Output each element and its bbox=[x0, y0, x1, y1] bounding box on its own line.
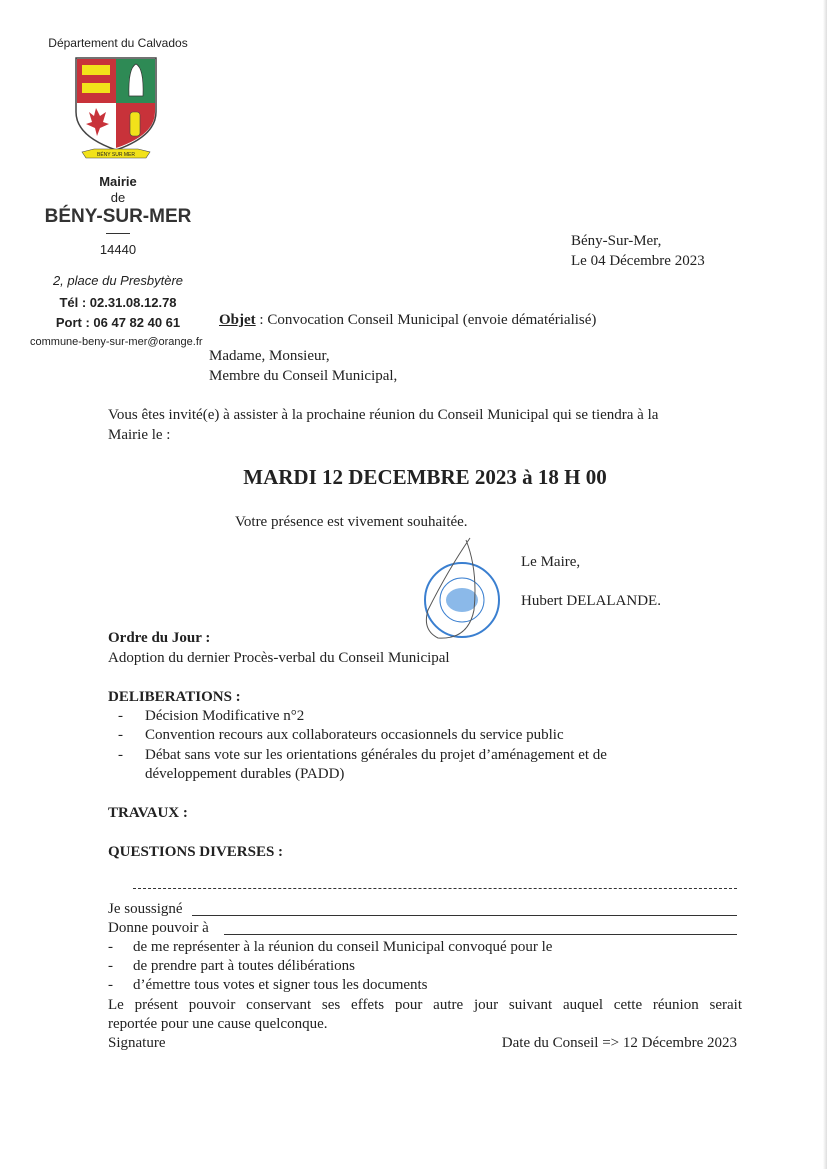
travaux-heading: TRAVAUX : bbox=[108, 805, 188, 821]
cut-line bbox=[133, 888, 737, 889]
scan-edge bbox=[823, 0, 827, 1169]
bullet: - bbox=[108, 939, 113, 955]
subject-label: Objet bbox=[219, 312, 256, 328]
place: Bény-Sur-Mer, bbox=[571, 233, 662, 249]
department-label: Département du Calvados bbox=[48, 36, 188, 50]
council-date: Date du Conseil => 12 Décembre 2023 bbox=[501, 1035, 737, 1051]
crest-motto: BÉNY SUR MER bbox=[97, 152, 135, 158]
bullet: - bbox=[108, 977, 113, 993]
salutation-2: Membre du Conseil Municipal, bbox=[209, 368, 398, 384]
mobile-phone: Port : 06 47 82 40 61 bbox=[55, 315, 181, 330]
deliberations-heading: DELIBERATIONS : bbox=[108, 689, 241, 705]
questions-heading: QUESTIONS DIVERSES : bbox=[108, 844, 284, 860]
agenda-item: Adoption du dernier Procès-verbal du Conseil Municipal bbox=[108, 650, 450, 666]
undersigned-label: Je soussigné bbox=[108, 901, 183, 917]
de-label: de bbox=[110, 190, 126, 205]
subject-text: : Convocation Conseil Municipal (envoie dématérialisé) bbox=[255, 312, 597, 328]
subject-line bbox=[219, 311, 596, 330]
proxy-item: de prendre part à toutes délibérations bbox=[133, 958, 355, 974]
mayor-stamp-signature bbox=[418, 530, 514, 650]
undersigned-field[interactable] bbox=[192, 915, 737, 916]
invitation-1: Vous êtes invité(e) à assister à la prochaine réunion du Conseil Municipal qui se tiendra à la bbox=[108, 407, 659, 423]
bullet: - bbox=[118, 747, 123, 763]
bullet: - bbox=[108, 958, 113, 974]
proxy-clause-1: Le présent pouvoir conservant ses effets pour autre jour suivant auquel cette réunion serait bbox=[108, 997, 742, 1013]
mayor-name: Hubert DELALANDE. bbox=[521, 593, 661, 609]
deliberation-item: Décision Modificative n°2 bbox=[145, 708, 305, 724]
invitation-2: Mairie le : bbox=[108, 427, 171, 443]
deliberation-item-continued: développement durables (PADD) bbox=[145, 766, 345, 782]
salutation-1: Madame, Monsieur, bbox=[209, 348, 330, 364]
deliberation-item: Débat sans vote sur les orientations générales du projet d’aménagement et de bbox=[145, 747, 607, 763]
mayor-title: Le Maire, bbox=[521, 554, 581, 570]
proxy-item: de me représenter à la réunion du conseil Municipal convoqué pour le bbox=[133, 939, 553, 955]
bullet: - bbox=[118, 727, 123, 743]
proxy-name-field[interactable] bbox=[224, 934, 737, 935]
address: 2, place du Presbytère bbox=[52, 273, 184, 288]
signature-label: Signature bbox=[108, 1035, 166, 1051]
postcode: 14440 bbox=[99, 242, 137, 257]
bullet: - bbox=[118, 708, 123, 724]
proxy-item: d’émettre tous votes et signer tous les documents bbox=[133, 977, 428, 993]
letter-date: Le 04 Décembre 2023 bbox=[571, 253, 705, 269]
proxy-clause-2: reportée pour une cause quelconque. bbox=[108, 1016, 328, 1032]
presence-note: Votre présence est vivement souhaitée. bbox=[235, 514, 468, 530]
town-crest-logo bbox=[74, 56, 158, 162]
telephone: Tél : 02.31.08.12.78 bbox=[59, 295, 177, 310]
deliberation-item: Convention recours aux collaborateurs occasionnels du service public bbox=[145, 727, 564, 743]
town-name: BÉNY-SUR-MER bbox=[44, 206, 192, 227]
meeting-datetime: MARDI 12 DECEMBRE 2023 à 18 H 00 bbox=[243, 465, 607, 489]
divider bbox=[106, 233, 130, 234]
proxy-label: Donne pouvoir à bbox=[108, 920, 209, 936]
mairie-label: Mairie bbox=[99, 174, 137, 189]
agenda-heading: Ordre du Jour : bbox=[108, 630, 211, 646]
email: commune-beny-sur-mer@orange.fr bbox=[30, 336, 203, 348]
